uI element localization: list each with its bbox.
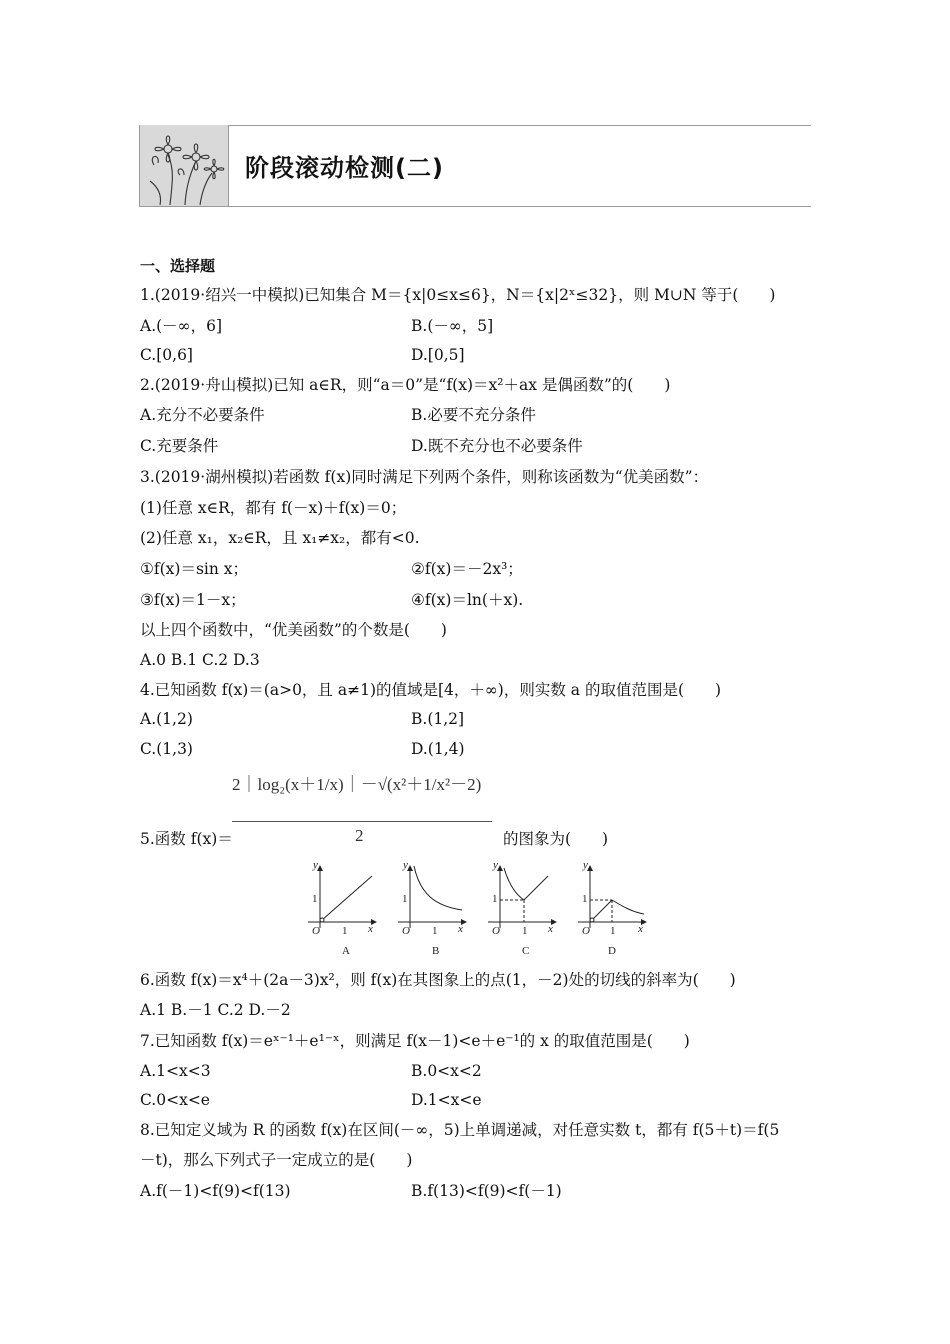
q6-stem: 6.函数 f(x)＝x⁴＋(2a－3)x²，则 f(x)在其图象上的点(1，－2)处的切线的斜率为( ) <box>140 971 736 989</box>
svg-text:y: y <box>583 859 588 871</box>
q3-option-4: ④f(x)＝ln(＋x). <box>411 591 524 609</box>
section-title: 一、选择题 <box>140 257 216 275</box>
q5-formula-denominator: 2 <box>355 826 364 845</box>
svg-text:O: O <box>402 925 410 937</box>
q1-option-d: D.[0,5] <box>411 346 465 364</box>
q5-fraction-bar <box>232 821 492 822</box>
q7-stem: 7.已知函数 f(x)＝eˣ⁻¹＋e¹⁻ˣ，则满足 f(x－1)<e＋e⁻¹的 x 的取值范围是( ) <box>140 1032 690 1050</box>
svg-text:O: O <box>312 925 320 937</box>
q7-option-d: D.1<x<e <box>411 1091 482 1109</box>
graph-label-d: D <box>608 945 616 957</box>
q2-option-d: D.既不充分也不必要条件 <box>411 437 583 455</box>
q1-option-c: C.[0,6] <box>140 346 193 364</box>
q3-option-1: ①f(x)＝sin x； <box>140 560 249 578</box>
header-rule-top <box>139 125 811 126</box>
q1-option-b: B.(－∞，5] <box>411 317 494 335</box>
svg-text:1: 1 <box>610 925 616 937</box>
q1-stem: 1.(2019·绍兴一中模拟)已知集合 M＝{x|0≤x≤6}，N＝{x|2ˣ≤32}，则 M∪N 等于( ) <box>140 286 776 304</box>
q5-suffix: 的图象为( ) <box>503 830 609 848</box>
svg-text:x: x <box>548 923 553 935</box>
q4-stem: 4.已知函数 f(x)＝(a>0，且 a≠1)的值域是[4，＋∞)，则实数 a 的取值范围是( ) <box>140 681 722 699</box>
q3-condition-2: (2)任意 x₁，x₂∈R，且 x₁≠x₂，都有<0. <box>140 529 420 547</box>
svg-text:1: 1 <box>312 893 318 905</box>
q3-question: 以上四个函数中，“优美函数”的个数是( ) <box>140 621 447 639</box>
q7-option-c: C.0<x<e <box>140 1091 210 1109</box>
graph-label-c: C <box>522 945 530 957</box>
q3-condition-1: (1)任意 x∈R，都有 f(－x)＋f(x)＝0； <box>140 499 407 517</box>
q8-stem-line2: －t)，那么下列式子一定成立的是( ) <box>140 1151 413 1169</box>
svg-text:x: x <box>638 923 643 935</box>
q8-option-b: B.f(13)<f(9)<f(－1) <box>411 1182 562 1200</box>
svg-text:y: y <box>313 859 318 871</box>
flower-icon <box>140 125 228 207</box>
svg-text:1: 1 <box>522 925 528 937</box>
q4-option-d: D.(1,4) <box>411 740 465 758</box>
q3-option-2: ②f(x)＝－2x³； <box>411 560 523 578</box>
svg-text:y: y <box>493 859 498 871</box>
q4-option-b: B.(1,2] <box>411 710 465 728</box>
svg-text:1: 1 <box>402 893 408 905</box>
svg-text:y: y <box>403 859 408 871</box>
q3-option-3: ③f(x)＝1－x； <box>140 591 246 609</box>
graph-label-b: B <box>432 945 440 957</box>
q4-option-c: C.(1,3) <box>140 740 193 758</box>
q2-stem: 2.(2019·舟山模拟)已知 a∈R，则“a＝0”是“f(x)＝x²＋ax 是偶函数”的( ) <box>140 376 671 394</box>
q2-option-c: C.充要条件 <box>140 437 219 455</box>
q2-option-b: B.必要不充分条件 <box>411 406 536 424</box>
q3-options: A.0 B.1 C.2 D.3 <box>140 651 260 669</box>
q8-stem-line1: 8.已知定义域为 R 的函数 f(x)在区间(－∞，5)上单调递减，对任意实数 t，都有 f(5＋t)＝f(5 <box>140 1121 780 1139</box>
q7-option-b: B.0<x<2 <box>411 1062 482 1080</box>
svg-text:O: O <box>582 925 590 937</box>
q2-option-a: A.充分不必要条件 <box>140 406 265 424</box>
q4-option-a: A.(1,2) <box>140 710 193 728</box>
q7-option-a: A.1<x<3 <box>140 1062 211 1080</box>
flower-illustration <box>139 125 229 207</box>
svg-text:x: x <box>458 923 463 935</box>
graph-a <box>308 866 376 928</box>
q5-prefix: 5.函数 f(x)＝ <box>140 830 233 848</box>
q1-option-a: A.(－∞，6] <box>140 317 222 335</box>
svg-text:1: 1 <box>432 925 438 937</box>
q5-graphs <box>300 858 655 958</box>
q8-option-a: A.f(－1)<f(9)<f(13) <box>140 1182 291 1200</box>
q3-stem: 3.(2019·湖州模拟)若函数 f(x)同时满足下列两个条件，则称该函数为“优美函数”： <box>140 468 709 486</box>
q5-formula-numerator: 2｜log₂(x＋1/x)｜－√(x²＋1/x²－2) <box>232 775 482 794</box>
svg-text:O: O <box>492 925 500 937</box>
graph-label-a: A <box>342 945 350 957</box>
svg-text:1: 1 <box>582 893 588 905</box>
svg-text:x: x <box>368 923 373 935</box>
header-rule-bottom <box>139 206 811 207</box>
svg-text:1: 1 <box>492 893 498 905</box>
svg-text:1: 1 <box>342 925 348 937</box>
q6-options: A.1 B.－1 C.2 D.－2 <box>140 1001 291 1019</box>
page-title: 阶段滚动检测(二) <box>245 154 444 182</box>
